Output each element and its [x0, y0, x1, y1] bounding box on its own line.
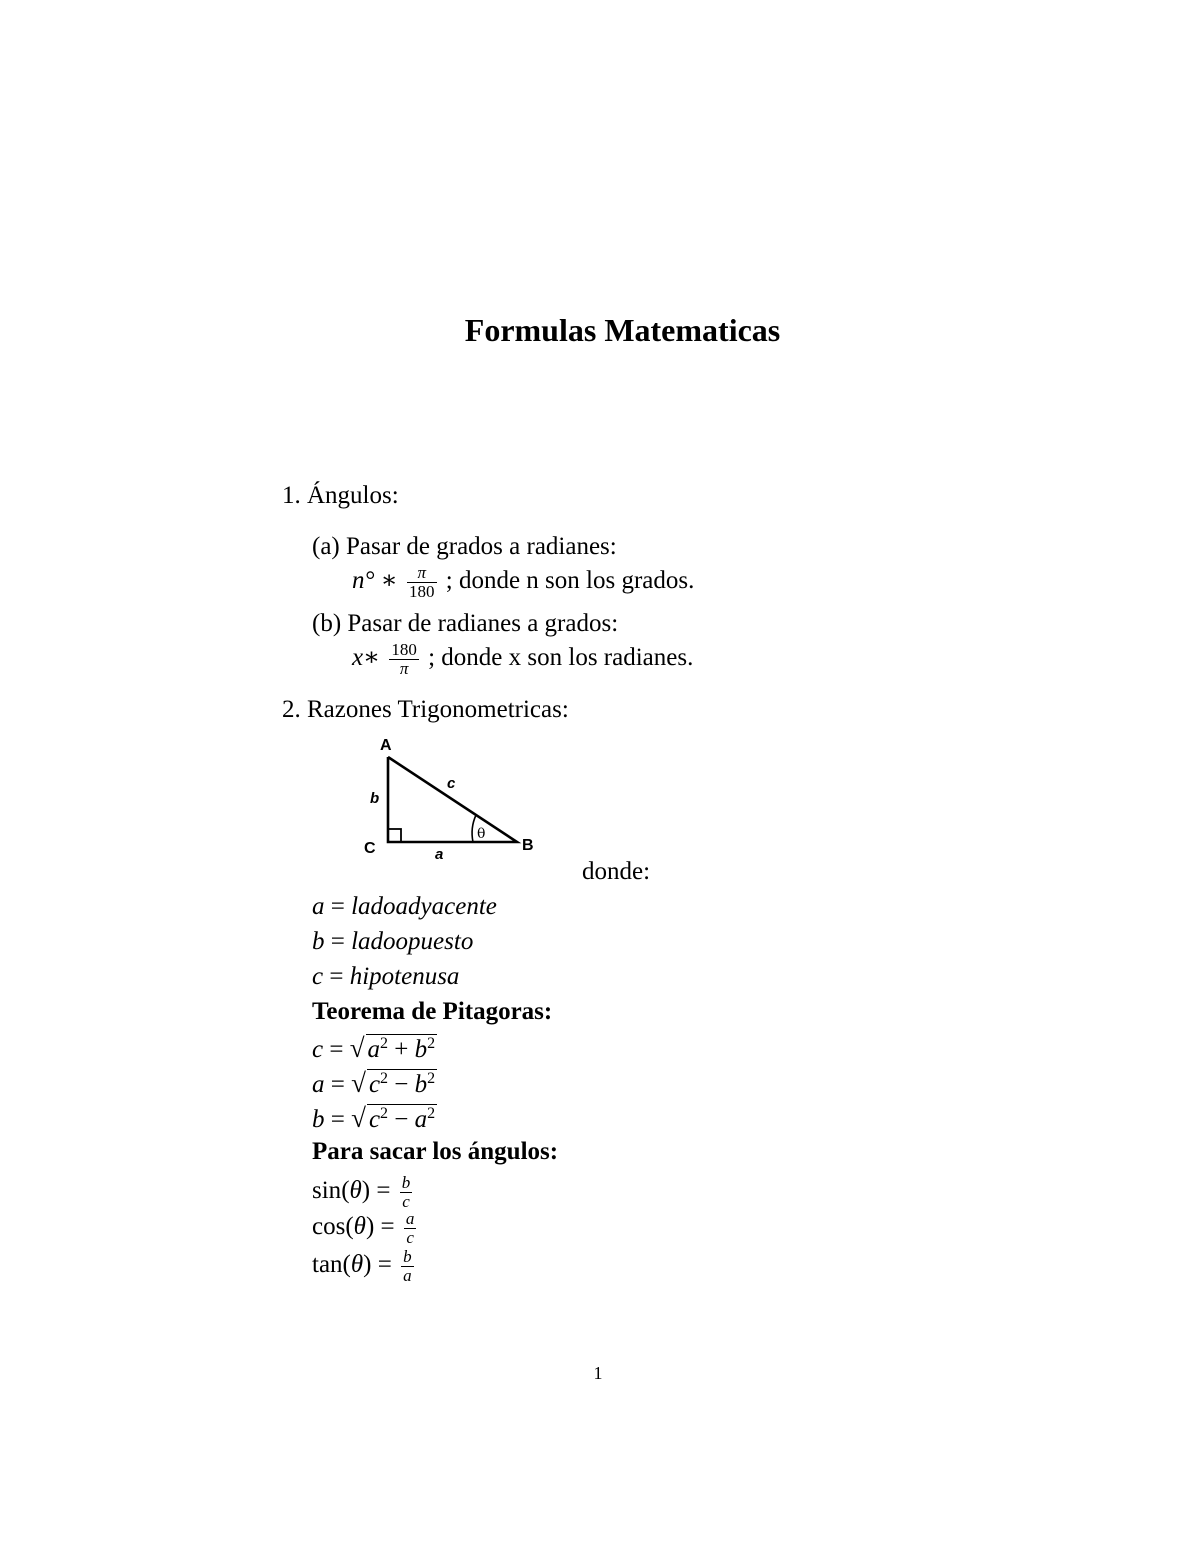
- radians-variable: x: [352, 644, 364, 672]
- fraction-denominator: 180: [409, 581, 435, 601]
- exponent: 2: [380, 1070, 389, 1087]
- trig-argument: θ: [349, 1177, 362, 1205]
- term-1: c: [368, 1071, 381, 1098]
- operator: −: [394, 1106, 409, 1133]
- definition-lhs: a: [312, 893, 325, 920]
- operator: −: [394, 1071, 409, 1098]
- trig-fraction: [404, 1210, 417, 1247]
- 180-over-pi-fraction: [389, 641, 419, 678]
- trig-function: tan: [312, 1251, 343, 1279]
- fraction-numerator: π: [407, 564, 437, 583]
- side-a-label: a: [435, 846, 444, 860]
- triangle-outline: [388, 757, 517, 842]
- fraction-denominator: c: [402, 1191, 410, 1211]
- item-1b-marker: (b): [312, 610, 342, 637]
- side-b-label: b: [370, 790, 380, 807]
- pitagoras-lhs: c: [312, 1036, 324, 1063]
- pitagoras-lhs: a: [312, 1071, 325, 1098]
- section-2-number: 2.: [282, 696, 301, 723]
- angles-heading: Para sacar los ángulos:: [312, 1138, 559, 1165]
- square-root: √ $c^2 - a^2$: [351, 1103, 436, 1133]
- term-2: b: [414, 1071, 428, 1098]
- definition-a: a = ladoadyacente: [312, 893, 497, 920]
- section-1-heading: [282, 483, 399, 508]
- item-1b-heading: [312, 611, 618, 636]
- donde-label: donde:: [582, 858, 651, 885]
- section-1-label: Ángulos:: [307, 482, 399, 509]
- trig-fraction: [400, 1174, 413, 1211]
- sin-formula: sin(θ) = $\frac{b}{c}$: [312, 1173, 411, 1211]
- angle-theta-label: θ: [477, 826, 486, 842]
- term-1: a: [367, 1036, 381, 1063]
- tan-formula: tan(θ) = $\frac{b}{a}$: [312, 1247, 412, 1285]
- exponent: 2: [427, 1035, 436, 1052]
- fraction-numerator: 180: [391, 640, 417, 659]
- term-2: a: [414, 1106, 428, 1133]
- definition-c: c = hipotenusa: [312, 963, 460, 990]
- angle-arc: [472, 815, 476, 842]
- item-1a-heading: [312, 534, 617, 559]
- fraction-numerator: b: [403, 1247, 412, 1266]
- section-2-label: Razones Trigonometricas:: [307, 696, 569, 723]
- term-1: c: [368, 1106, 381, 1133]
- exponent: 2: [427, 1070, 436, 1087]
- trig-argument: θ: [350, 1251, 364, 1279]
- section-1-number: 1.: [282, 482, 301, 509]
- vertex-c-label: C: [364, 840, 376, 857]
- definition-b: b = ladoopuesto: [312, 928, 474, 955]
- fraction-numerator: a: [405, 1209, 415, 1228]
- operator: +: [394, 1036, 409, 1063]
- trig-function: cos: [312, 1213, 346, 1241]
- trig-function: sin: [312, 1177, 342, 1205]
- cos-formula: cos(θ) = $\frac{a}{c}$: [312, 1209, 415, 1247]
- page-number: 1: [593, 1363, 603, 1383]
- fraction-denominator: c: [406, 1227, 414, 1247]
- pitagoras-b: b = √ $c^2 - a^2$: [312, 1103, 436, 1133]
- vertex-b-label: B: [522, 837, 534, 854]
- document-title: Formulas Matematicas: [464, 312, 781, 348]
- degrees-variable: n°: [352, 567, 375, 595]
- fraction-denominator: a: [403, 1265, 412, 1285]
- right-angle-marker: [388, 829, 401, 842]
- item-1a-formula: [352, 564, 694, 601]
- multiply-operator: ∗: [380, 567, 398, 595]
- pitagoras-c: c = √ $a^2 + b^2$: [312, 1033, 436, 1063]
- item-1b-note: ; donde x son los radianes.: [428, 644, 694, 672]
- trig-fraction: [401, 1248, 414, 1285]
- section-2-heading: [282, 697, 569, 722]
- fraction-denominator: π: [399, 658, 409, 678]
- item-1a-label: Pasar de grados a radianes:: [346, 533, 617, 560]
- definition-lhs: c: [312, 963, 324, 990]
- pitagoras-lhs: b: [312, 1106, 325, 1133]
- square-root: √ $c^2 - b^2$: [351, 1068, 436, 1098]
- definition-rhs: ladoopuesto: [351, 928, 474, 955]
- term-2: b: [414, 1036, 428, 1063]
- side-c-label: c: [447, 775, 456, 792]
- item-1a-note: ; donde n son los grados.: [445, 567, 695, 595]
- square-root: √ $a^2 + b^2$: [349, 1033, 436, 1063]
- item-1a-marker: (a): [312, 533, 340, 560]
- right-triangle-figure: [355, 730, 545, 860]
- definition-rhs: hipotenusa: [349, 963, 460, 990]
- item-1b-formula: [352, 641, 693, 678]
- pi-over-180-fraction: [407, 564, 437, 601]
- definition-rhs: ladoadyacente: [351, 893, 497, 920]
- vertex-a-label: A: [380, 737, 392, 754]
- exponent: 2: [427, 1105, 436, 1122]
- item-1b-label: Pasar de radianes a grados:: [347, 610, 619, 637]
- exponent: 2: [380, 1105, 389, 1122]
- pitagoras-a: a = √ $c^2 - b^2$: [312, 1068, 436, 1098]
- exponent: 2: [380, 1035, 389, 1052]
- pitagoras-heading: Teorema de Pitagoras:: [312, 998, 553, 1025]
- fraction-numerator: b: [401, 1173, 411, 1192]
- definition-lhs: b: [312, 928, 325, 955]
- trig-argument: θ: [353, 1213, 366, 1241]
- multiply-operator: ∗: [363, 644, 381, 672]
